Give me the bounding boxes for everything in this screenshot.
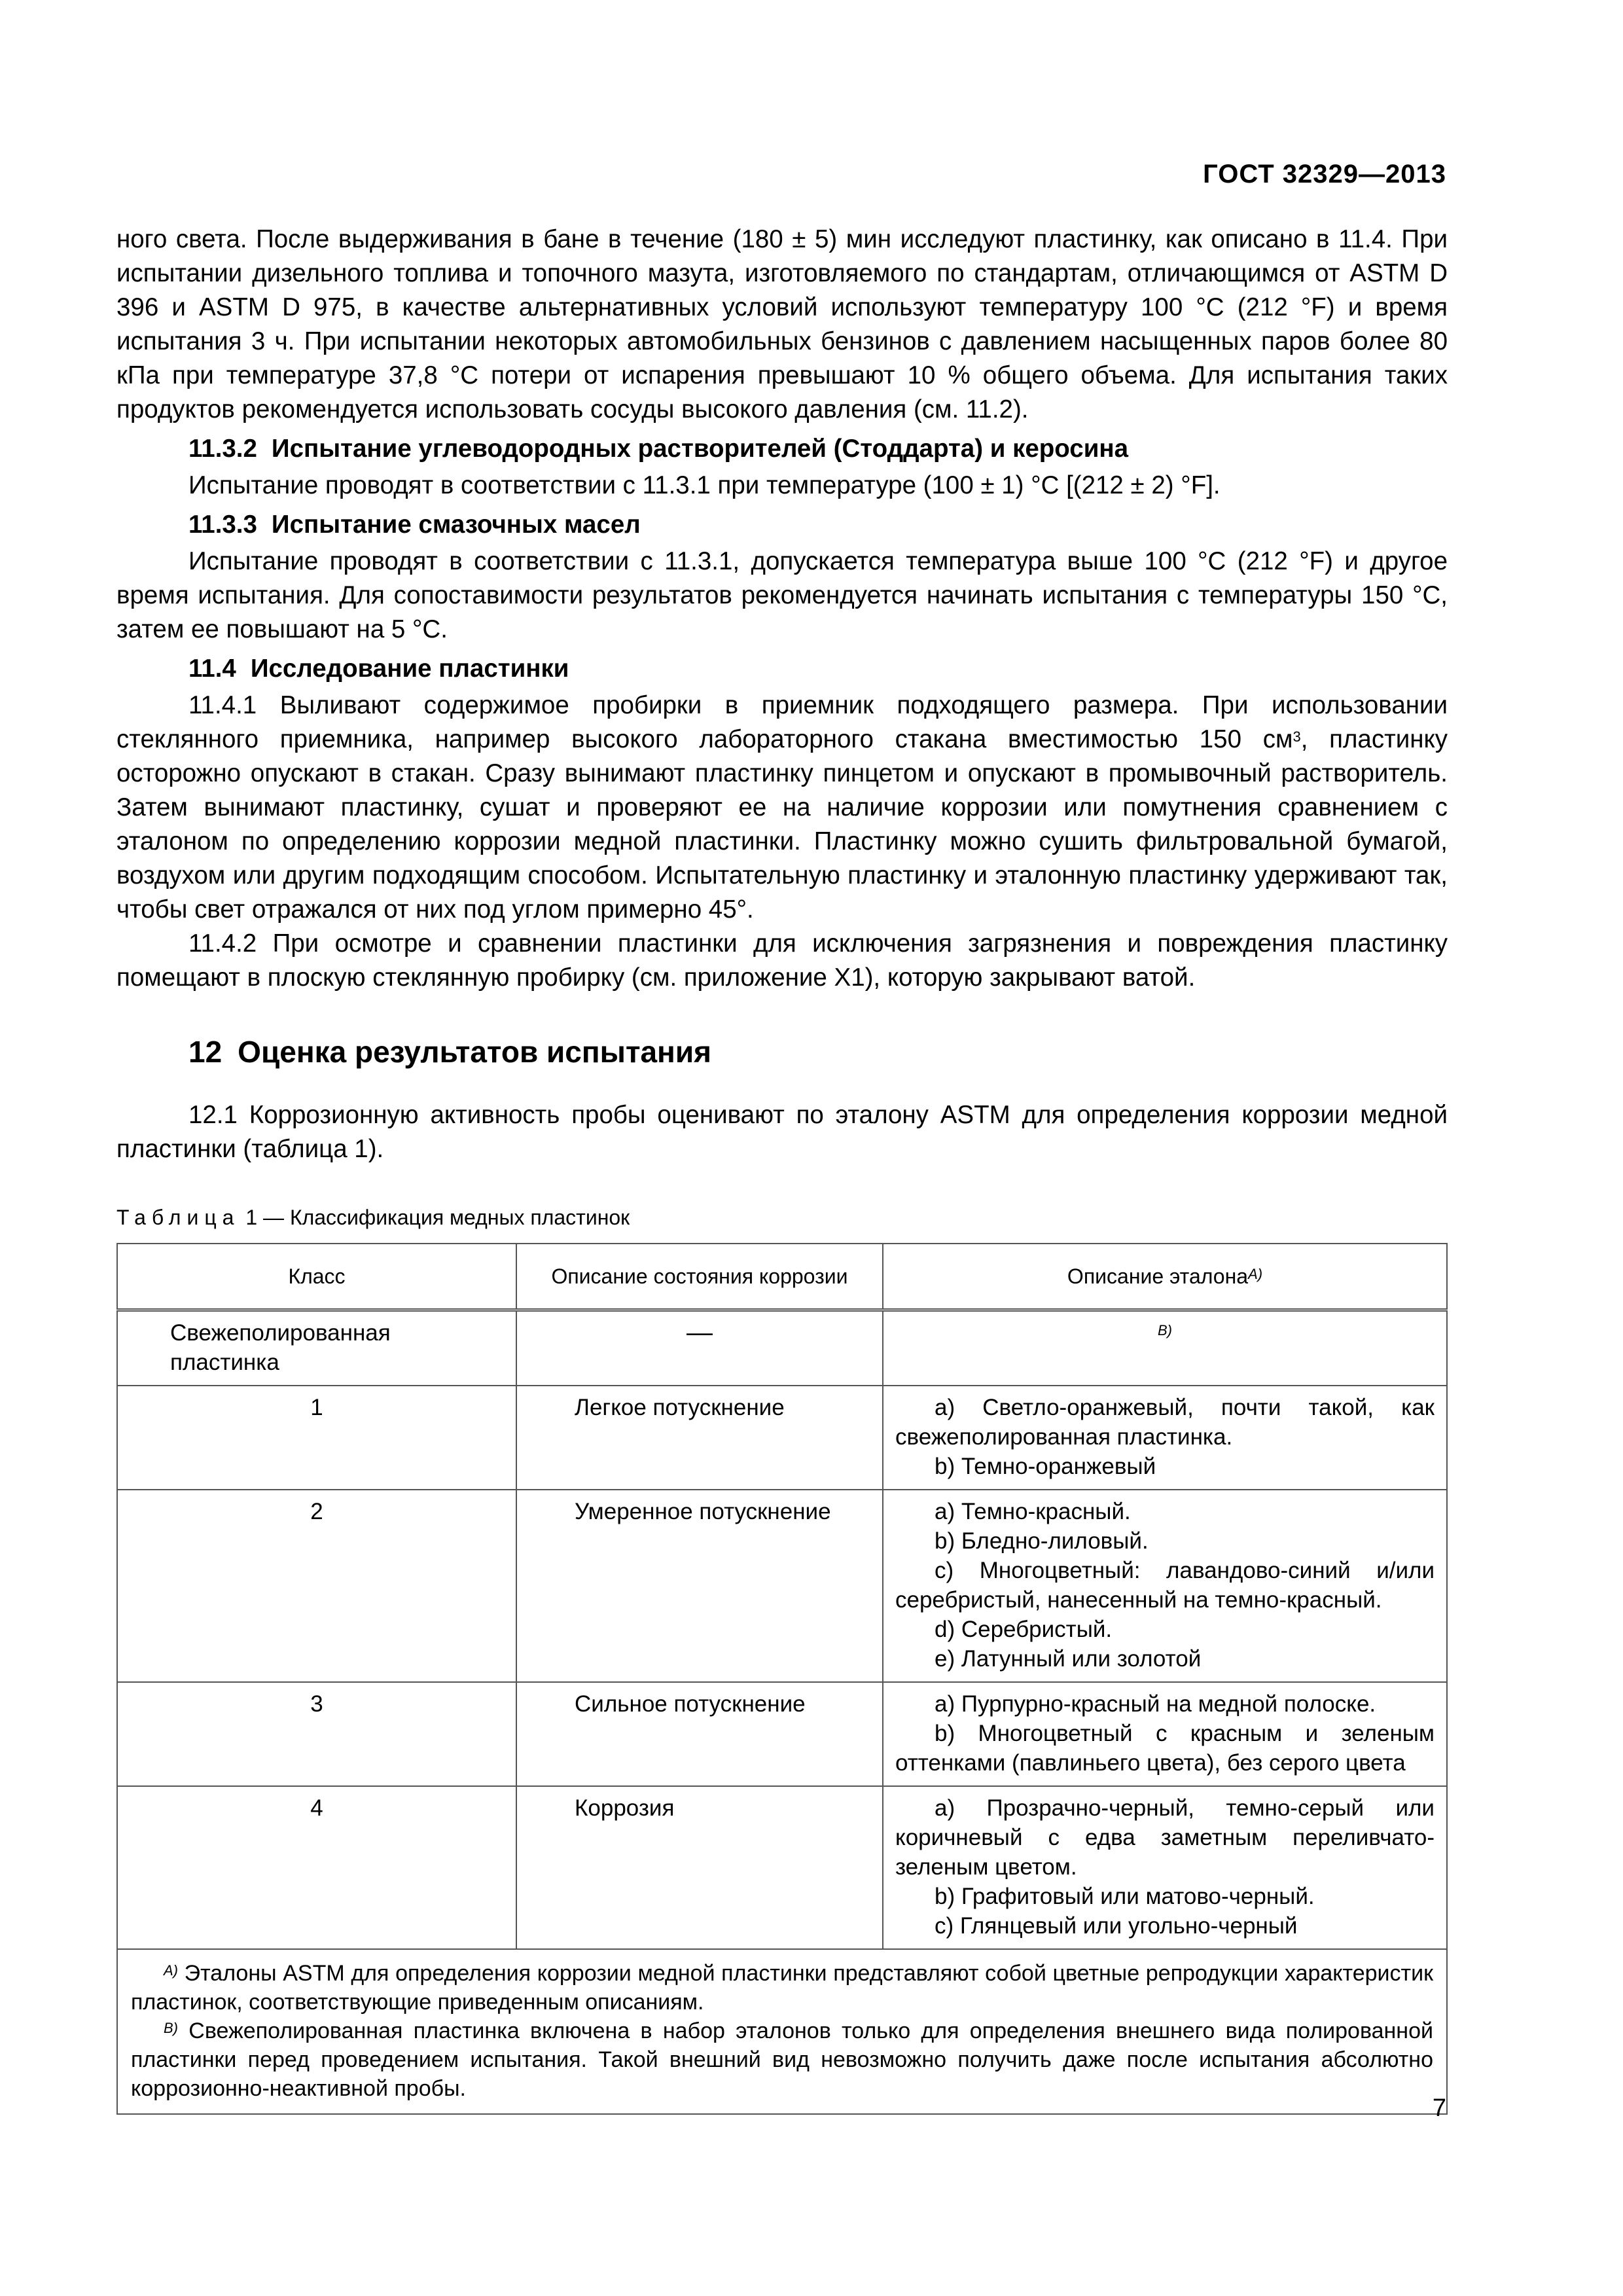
- table-caption-word: Таблица: [116, 1206, 240, 1229]
- header-class: Класс: [117, 1244, 516, 1310]
- header-standard-description: [883, 1244, 1447, 1310]
- heading-title: Испытание углеводородных растворителей (Стоддарта) и керосина: [271, 435, 1129, 463]
- note-text: Свежеполированная пластинка включена в набор эталонов только для определения внешнего вида полированной пластинки перед проведением испытания. Такой внешний вид невозможно получить даже после испытания абсолютно коррозионно-неактивной пробы.: [131, 2018, 1433, 2101]
- heading-number: 11.4: [188, 655, 236, 683]
- table-caption: [116, 1206, 1448, 1230]
- superscript: 3: [1293, 728, 1301, 745]
- heading-number: 11.3.3: [188, 511, 257, 539]
- standard-item: c) Многоцветный: лавандово-синий и/или серебристый, нанесенный на темно-красный.: [895, 1558, 1435, 1613]
- standard-item: a) Темно-красный.: [935, 1499, 1131, 1524]
- heading-11-3-3: [188, 508, 1448, 542]
- paragraph-11-3-3: Испытание проводят в соответствии с 11.3.1, допускается температура выше 100 °С (212 °F) и другое время испытания. Для сопоставимости результатов рекомендуется начинать испытания с температуры 150 °С, затем ее повышают на 5 °С.: [116, 547, 1448, 643]
- note-text: Эталоны ASTM для определения коррозии медной пластинки представляют собой цветные репродукции характеристик пластинок, соответствующие приведенным описаниям.: [131, 1961, 1433, 2015]
- cell-description: [516, 1490, 883, 1682]
- table-row: [117, 1786, 1447, 1949]
- cell-description: —: [516, 1310, 883, 1386]
- description-text: Легкое потускнение: [575, 1395, 785, 1420]
- cell-standard: [883, 1386, 1447, 1490]
- table-note: [131, 2017, 1433, 2103]
- cell-description: [516, 1386, 883, 1490]
- table-row: [117, 1310, 1447, 1386]
- section-number: 12: [188, 1035, 223, 1069]
- header-text: Описание эталона: [1067, 1264, 1249, 1288]
- page-number: 7: [1432, 2094, 1446, 2122]
- standard-item: c) Глянцевый или угольно-черный: [935, 1913, 1298, 1939]
- cell-standard: [883, 1490, 1447, 1682]
- heading-11-3-2: [188, 432, 1448, 466]
- table-notes: [117, 1949, 1447, 2114]
- paragraph-12-1: 12.1 Коррозионную активность пробы оценивают по эталону ASTM для определения коррозии медной пластинки (таблица 1).: [116, 1101, 1448, 1163]
- cell-standard: [883, 1310, 1447, 1386]
- footnote-mark: B): [1158, 1322, 1172, 1338]
- standard-item: a) Светло-оранжевый, почти такой, как свежеполированная пластинка.: [895, 1395, 1435, 1450]
- table-notes-row: [117, 1949, 1447, 2114]
- cell-description: [516, 1682, 883, 1786]
- cell-standard: [883, 1682, 1447, 1786]
- table-row: [117, 1682, 1447, 1786]
- description-text: Умеренное потускнение: [575, 1499, 831, 1524]
- footnote-mark: A): [164, 1962, 178, 1979]
- table-row: [117, 1490, 1447, 1682]
- table-note: [131, 1959, 1433, 2017]
- table-caption-text: 1 — Классификация медных пластинок: [240, 1206, 630, 1229]
- cell-class: 2: [117, 1490, 516, 1682]
- standard-item: a) Прозрачно-черный, темно-серый или коричневый с едва заметным переливчато-зеленым цветом.: [895, 1795, 1435, 1880]
- table-header-row: [117, 1244, 1447, 1310]
- heading-title: Исследование пластинки: [250, 655, 569, 683]
- paragraph-11-4-1: [116, 689, 1448, 927]
- heading-number: 11.3.2: [188, 435, 257, 463]
- cell-class: 4: [117, 1786, 516, 1949]
- classification-table: [116, 1243, 1448, 2115]
- table-row: [117, 1386, 1447, 1490]
- standard-item: a) Пурпурно-красный на медной полоске.: [935, 1691, 1376, 1717]
- standard-item: d) Серебристый.: [935, 1617, 1113, 1642]
- heading-11-4: [188, 652, 1448, 686]
- document-id: ГОСТ 32329—2013: [1203, 160, 1446, 188]
- paragraph-text: 11.4.1 Выливают содержимое пробирки в приемник подходящего размера. При использовании стеклянного приемника, например высокого лабораторного стакана вместимостью 150 см: [116, 691, 1448, 753]
- paragraph-text: , пластинку осторожно опускают в стакан. Сразу вынимают пластинку пинцетом и опускают в промывочный растворитель. Затем вынимают пластинку, сушат и проверяют ее на наличие коррозии или помутнения сравнением с эталоном по определению коррозии медной пластинки. Пластинку можно сушить фильтровальной бумагой, воздухом или другим подходящим способом. Испытательную пластинку и эталонную пластинку удерживают так, чтобы свет отражался от них под углом примерно 45°.: [116, 725, 1448, 924]
- paragraph-11-3-2: Испытание проводят в соответствии с 11.3.1 при температуре (100 ± 1) °С [(212 ± 2) °F].: [188, 471, 1221, 499]
- cell-class: 3: [117, 1682, 516, 1786]
- cell-class: Свежеполированная пластинка: [117, 1310, 516, 1386]
- page-content: [116, 223, 1448, 2115]
- section-12-title: [188, 1034, 1448, 1069]
- standard-item: b) Бледно-лиловый.: [935, 1528, 1149, 1554]
- standard-item: e) Латунный или золотой: [935, 1646, 1202, 1672]
- description-text: Сильное потускнение: [575, 1691, 806, 1717]
- cell-description: [516, 1786, 883, 1949]
- paragraph-11-4-2: 11.4.2 При осмотре и сравнении пластинки для исключения загрязнения и повреждения пластинку помещают в плоскую стеклянную пробирку (см. приложение X1), которую закрывают ватой.: [116, 929, 1448, 992]
- standard-item: b) Графитовый или матово-черный.: [935, 1884, 1315, 1909]
- intro-paragraph: ного света. После выдерживания в бане в течение (180 ± 5) мин исследуют пластинку, как описано в 11.4. При испытании дизельного топлива и топочного мазута, изготовляемого по стандартам, отличающимся от ASTM D 396 и ASTM D 975, в качестве альтернативных условий используют температуру 100 °С (212 °F) и время испытания 3 ч. При испытании некоторых автомобильных бензинов с давлением насыщенных паров более 80 кПа при температуре 37,8 °С потери от испарения превышают 10 % общего объема. Для испытания таких продуктов рекомендуется использовать сосуды высокого давления (см. 11.2).: [116, 225, 1448, 423]
- heading-title: Испытание смазочных масел: [271, 511, 641, 539]
- cell-standard: [883, 1786, 1447, 1949]
- header-corrosion-description: Описание состояния коррозии: [516, 1244, 883, 1310]
- description-text: Коррозия: [575, 1795, 675, 1821]
- standard-item: b) Темно-оранжевый: [935, 1454, 1156, 1479]
- footnote-mark: A): [1248, 1265, 1263, 1282]
- cell-class: 1: [117, 1386, 516, 1490]
- standard-item: b) Многоцветный с красным и зеленым оттенками (павлиньего цвета), без серого цвета: [895, 1721, 1435, 1776]
- section-title-text: Оценка результатов испытания: [238, 1035, 711, 1069]
- footnote-mark: B): [164, 2020, 178, 2036]
